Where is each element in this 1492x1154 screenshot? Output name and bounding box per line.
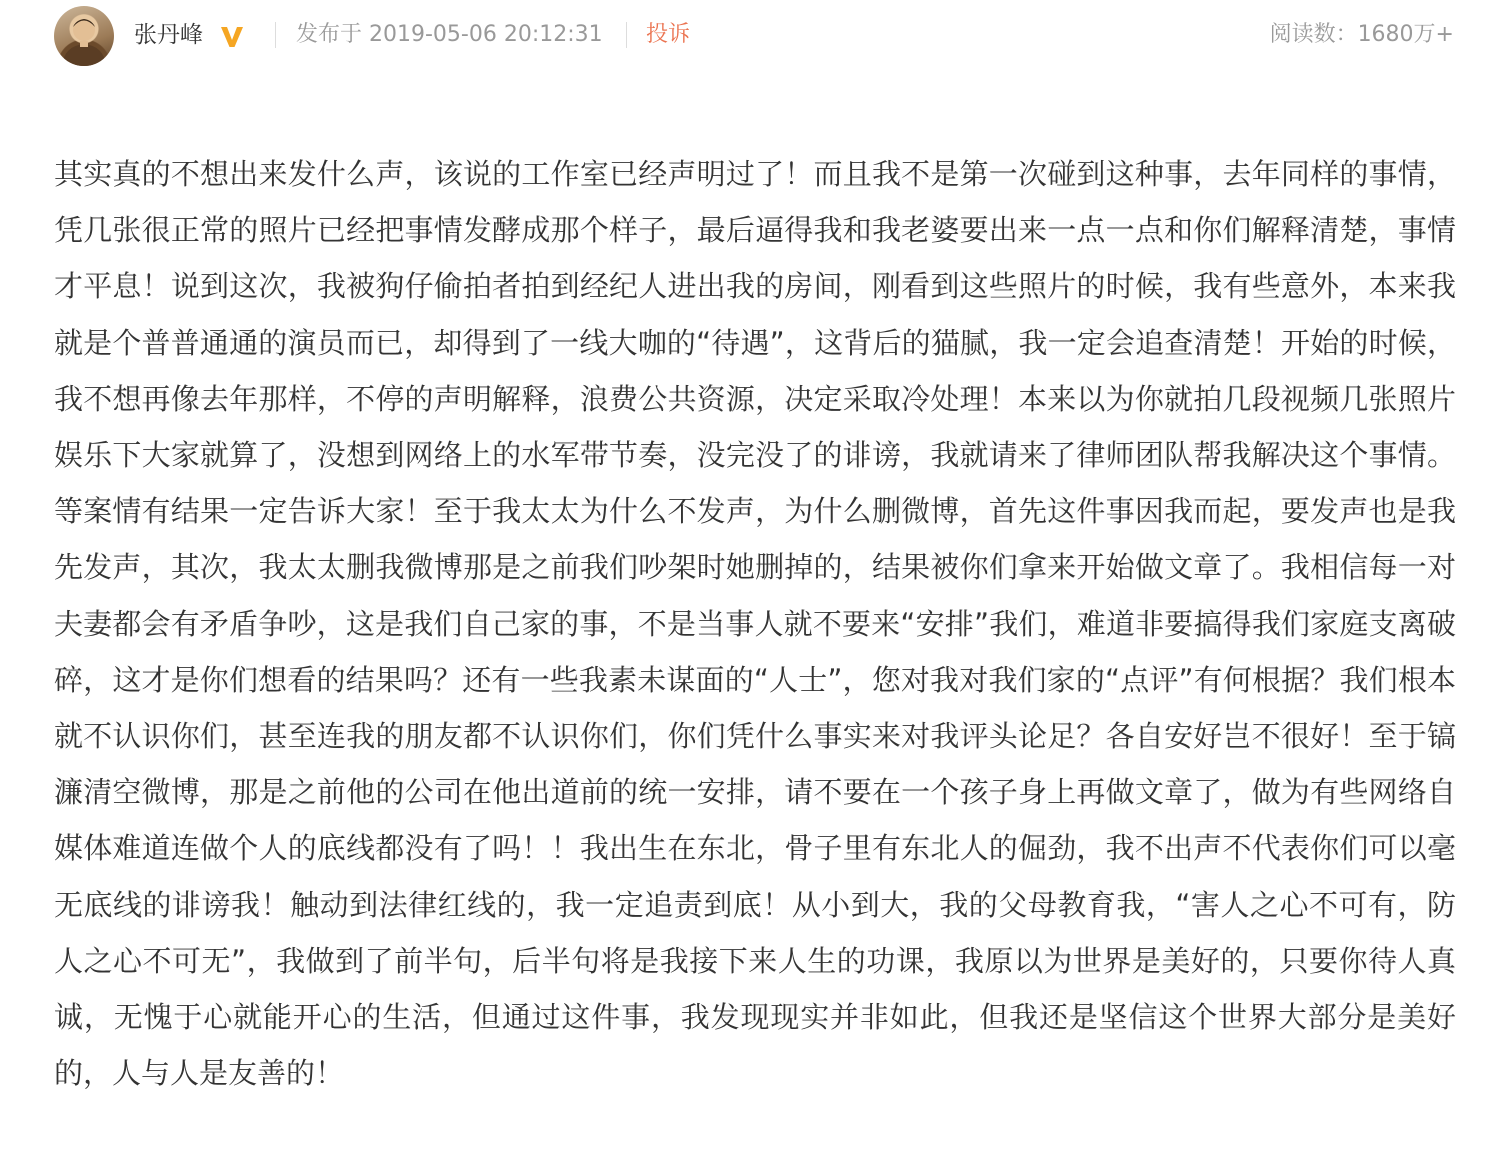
publish-time: 发布于 2019-05-06 20:12:31 (296, 22, 603, 47)
author-avatar[interactable] (54, 6, 114, 66)
post-header (0, 0, 1492, 72)
avatar-photo-icon (54, 6, 114, 66)
post-body: 其实真的不想出来发什么声，该说的工作室已经声明过了！而且我不是第一次碰到这种事，去年同样的事情，凭几张很正常的照片已经把事情发酵成那个样子，最后逼得我和我老婆要出来一点一点和你们解释清楚，事情才平息！说到这次，我被狗仔偷拍者拍到经纪人进出我的房间，刚看到这些照片的时候，我有些意外，本来我就是个普普通通的演员而已，却得到了一线大咖的“待遇”，这背后的猫腻，我一定会追查清楚！开始的时候，我不想再像去年那样，不停的声明解释，浪费公共资源，决定采取冷处理！本来以为你就拍几段视频几张照片娱乐下大家就算了，没想到网络上的水军带节奏，没完没了的诽谤，我就请来了律师团队帮我解决这个事情。等案情有结果一定告诉大家！至于我太太为什么不发声，为什么删微博，首先这件事因我而起，要发声也是我先发声，其次，我太太删我微博那是之前我们吵架时她删掉的，结果被你们拿来开始做文章了。我相信每一对夫妻都会有矛盾争吵，这是我们自己家的事，不是当事人就不要来“安排”我们，难道非要搞得我们家庭支离破碎，这才是你们想看的结果吗？还有一些我素未谋面的“人士”，您对我对我们家的“点评”有何根据？我们根本就不认识你们，甚至连我的朋友都不认识你们，你们凭什么事实来对我评头论足？各自安好岂不很好！至于镐濂清空微博，那是之前他的公司在他出道前的统一安排，请不要在一个孩子身上再做文章了，做为有些网络自媒体难道连做个人的底线都没有了吗！！我出生在东北，骨子里有东北人的倔劲，我不出声不代表你们可以毫无底线的诽谤我！触动到法律红线的，我一定追责到底！从小到大，我的父母教育我，“害人之心不可有，防人之心不可无”，我做到了前半句，后半句将是我接下来人生的功课，我原以为世界是美好的，只要你待人真诚，无愧于心就能开心的生活，但通过这件事，我发现现实并非如此，但我还是坚信这个世界大部分是美好的，人与人是友善的！ (54, 157, 1456, 1091)
header-divider (626, 22, 627, 48)
author-name[interactable]: 张丹峰 (134, 22, 203, 48)
header-divider (275, 22, 276, 48)
read-count: 阅读数：1680万+ (1269, 22, 1454, 47)
report-link[interactable]: 投诉 (646, 22, 691, 47)
verified-badge-icon (218, 22, 246, 50)
